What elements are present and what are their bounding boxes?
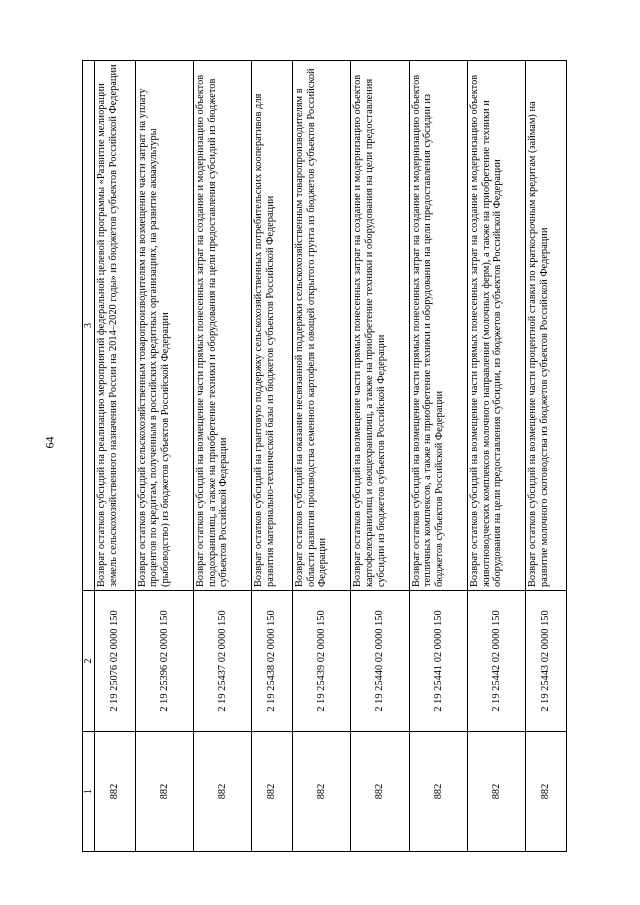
admin-code-cell: 882 xyxy=(95,732,135,852)
table-header xyxy=(83,61,95,852)
description-cell: Возврат остатков субсидий на возмещение части процентной ставки по краткосрочным кредитам (займам) на развитие молочного скотоводства из бюджетов субъектов Российской Федерации xyxy=(526,61,567,591)
description-cell: Возврат остатков субсидий на возмещение части прямых понесенных затрат на создание и модернизацию объектов тепличных комплексов, а также на приобретение техники и оборудования на цели предоставления субсидии из бюджетов субъектов Российской Федерации xyxy=(409,61,467,591)
budget-code-cell: 2 19 25441 02 0000 150 xyxy=(409,591,467,732)
table-row xyxy=(526,61,567,852)
budget-code-cell: 2 19 25440 02 0000 150 xyxy=(351,591,409,732)
header-col-1: 1 xyxy=(83,732,95,852)
description-cell: Возврат остатков субсидий на реализацию мероприятий федеральной целевой программы «Развитие мелиорации земель сельскохозяйственного назначения России на 2014–2020 годы» из бюджетов субъектов Российской Федерации xyxy=(95,61,135,591)
admin-code-cell: 882 xyxy=(468,732,526,852)
budget-code-cell: 2 19 25443 02 0000 150 xyxy=(526,591,567,732)
budget-code-cell: 2 19 25442 02 0000 150 xyxy=(468,591,526,732)
table-row xyxy=(135,61,193,852)
budget-code-cell: 2 19 25437 02 0000 150 xyxy=(194,591,252,732)
header-col-3: 3 xyxy=(83,61,95,591)
admin-code-cell: 882 xyxy=(194,732,252,852)
page-number: 64 xyxy=(42,436,57,449)
table-row xyxy=(351,61,409,852)
rotated-table-container xyxy=(82,60,567,852)
description-cell: Возврат остатков субсидий на грантовую поддержку сельскохозяйственных потребительских кооперативов для развития материально-технической базы из бюджетов субъектов Российской Федерации xyxy=(252,61,292,591)
admin-code-cell: 882 xyxy=(526,732,567,852)
admin-code-cell: 882 xyxy=(351,732,409,852)
description-cell: Возврат остатков субсидий на возмещение части прямых понесенных затрат на создание и модернизацию объектов плодохранилищ, а также на приобретение техники и оборудования на цели предоставления субсидий из бюджетов субъектов Российской Федерации xyxy=(194,61,252,591)
budget-code-cell: 2 19 25439 02 0000 150 xyxy=(292,591,350,732)
table-row xyxy=(95,61,135,852)
description-cell: Возврат остатков субсидий на оказание несвязанной поддержки сельскохозяйственным товаропроизводителям в области развития производства семенного картофеля и овощей открытого грунта из бюджетов субъектов Российской Федерации xyxy=(292,61,350,591)
table-row xyxy=(409,61,467,852)
table-body xyxy=(95,61,567,852)
table-row xyxy=(468,61,526,852)
budget-code-cell: 2 19 25396 02 0000 150 xyxy=(135,591,193,732)
description-cell: Возврат остатков субсидий на возмещение части прямых понесенных затрат на создание и модернизацию объектов картофелехранилищ и овощехранилищ, а также на приобретение техники и оборудования на цели предоставления субсидии из бюджетов субъектов Российской Федерации xyxy=(351,61,409,591)
table-row xyxy=(194,61,252,852)
table-row xyxy=(292,61,350,852)
table-row xyxy=(252,61,292,852)
description-cell: Возврат остатков субсидий сельскохозяйственным товаропроизводителям на возмещение части затрат на уплату процентов по кредитам, полученным в российских кредитных организациях, на развитие аквакультуры (рыбоводство) из бюджетов субъектов Российской Федерации xyxy=(135,61,193,591)
budget-code-cell: 2 19 25076 02 0000 150 xyxy=(95,591,135,732)
admin-code-cell: 882 xyxy=(292,732,350,852)
budget-code-cell: 2 19 25438 02 0000 150 xyxy=(252,591,292,732)
budget-codes-table xyxy=(82,60,567,852)
admin-code-cell: 882 xyxy=(409,732,467,852)
header-col-2: 2 xyxy=(83,591,95,732)
admin-code-cell: 882 xyxy=(135,732,193,852)
description-cell: Возврат остатков субсидий на возмещение части прямых понесенных затрат на создание и модернизацию объектов животноводческих комплексов молочного направления (молочных ферм), а также на приобретение техники и оборудования на цели предоставления субсидии, из бюджетов субъектов Российской Федерации xyxy=(468,61,526,591)
admin-code-cell: 882 xyxy=(252,732,292,852)
